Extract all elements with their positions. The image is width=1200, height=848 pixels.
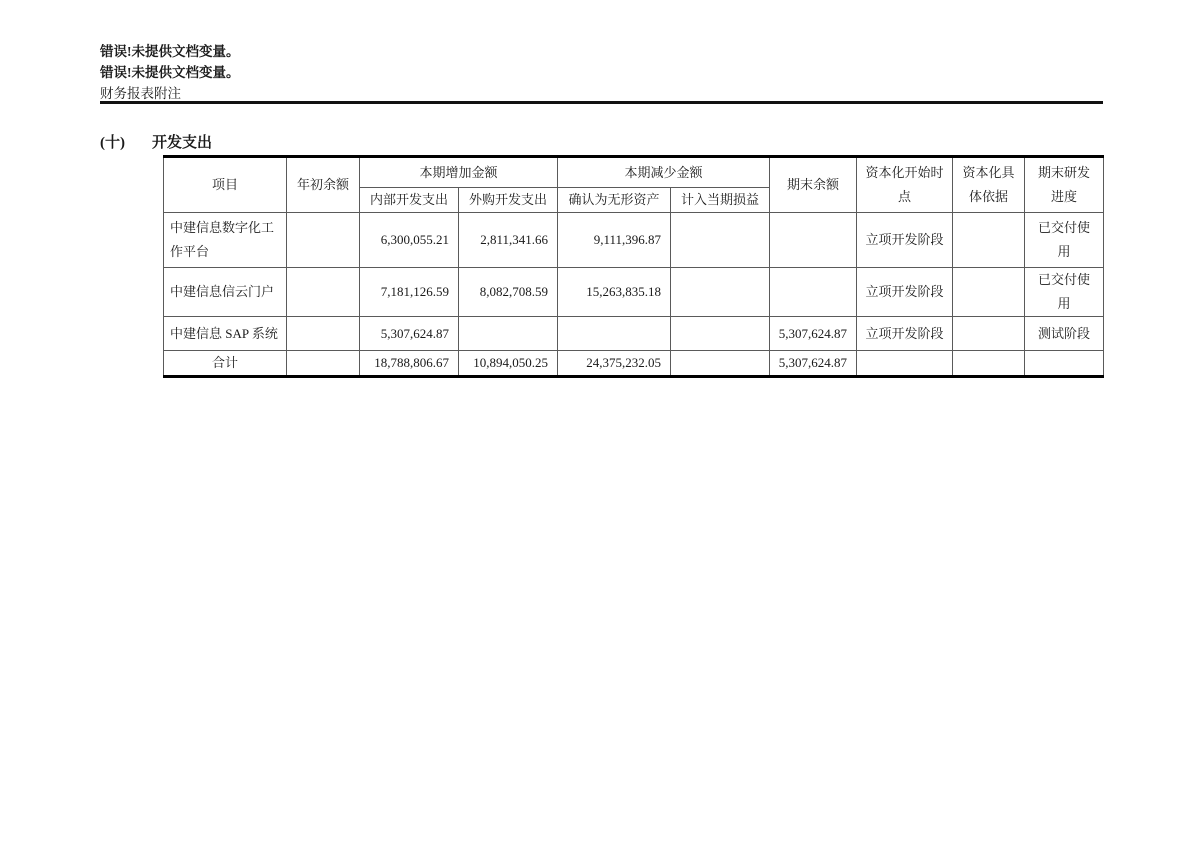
- cell-purchased-dev: 10,894,050.25: [459, 351, 558, 377]
- cell-purchased-dev: 2,811,341.66: [459, 213, 558, 268]
- cell-ending-balance: 5,307,624.87: [770, 351, 857, 377]
- col-header-cap-basis: [953, 157, 1025, 213]
- page-header: [100, 41, 240, 104]
- rd-progress-label: 已交付使用: [1038, 272, 1091, 311]
- cell-internal-dev: 5,307,624.87: [360, 317, 459, 351]
- cell-rd-progress: [1025, 351, 1104, 377]
- cell-ending-balance: [770, 213, 857, 268]
- cell-item-total: 合计: [164, 351, 287, 377]
- col-header-rd-progress-label: 期末研发进度: [1038, 165, 1091, 204]
- col-header-cap-start: [857, 157, 953, 213]
- section-number: (十): [100, 135, 125, 151]
- table-row-total: [164, 351, 1104, 377]
- cell-internal-dev: 7,181,126.59: [360, 268, 459, 317]
- doc-variable-error-line-2: 错误!未提供文档变量。: [100, 65, 240, 80]
- col-header-rd-progress: [1025, 157, 1104, 213]
- cell-to-profit-loss: [671, 268, 770, 317]
- cell-purchased-dev: [459, 317, 558, 351]
- item-label: 中建信息数字化工作平台: [170, 220, 275, 259]
- cell-cap-basis: [953, 268, 1025, 317]
- col-header-cap-start-label: 资本化开始时点: [865, 165, 944, 204]
- col-header-ending-balance: 期末余额: [770, 157, 857, 213]
- cell-to-profit-loss: [671, 317, 770, 351]
- table-row-cloud-portal: [164, 268, 1104, 317]
- cell-cap-basis: [953, 317, 1025, 351]
- development-expenditure-table: [163, 155, 1104, 378]
- cell-ending-balance: [770, 268, 857, 317]
- col-header-purchased-dev: 外购开发支出: [459, 188, 558, 213]
- cell-cap-basis: [953, 213, 1025, 268]
- cell-item: 中建信息 SAP 系统: [164, 317, 287, 351]
- cell-cap-start: 立项开发阶段: [857, 317, 953, 351]
- rd-progress-label: 已交付使用: [1038, 220, 1091, 259]
- col-header-to-intangible: 确认为无形资产: [558, 188, 671, 213]
- header-rule: [100, 101, 1103, 104]
- cell-to-intangible: 24,375,232.05: [558, 351, 671, 377]
- cell-internal-dev: 6,300,055.21: [360, 213, 459, 268]
- col-header-item: 项目: [164, 157, 287, 213]
- cell-beginning-balance: [287, 317, 360, 351]
- cell-cap-start: [857, 351, 953, 377]
- col-header-to-profit-loss: 计入当期损益: [671, 188, 770, 213]
- cell-item: [164, 213, 287, 268]
- col-header-beginning-balance: 年初余额: [287, 157, 360, 213]
- cell-internal-dev: 18,788,806.67: [360, 351, 459, 377]
- cell-ending-balance: 5,307,624.87: [770, 317, 857, 351]
- col-header-decrease-group: 本期减少金额: [558, 157, 770, 188]
- cell-item: 中建信息信云门户: [164, 268, 287, 317]
- cell-rd-progress: [1025, 268, 1104, 317]
- col-header-internal-dev: 内部开发支出: [360, 188, 459, 213]
- cell-to-profit-loss: [671, 213, 770, 268]
- cell-cap-basis: [953, 351, 1025, 377]
- cell-to-intangible: [558, 317, 671, 351]
- cell-beginning-balance: [287, 213, 360, 268]
- cell-to-profit-loss: [671, 351, 770, 377]
- cell-to-intangible: 9,111,396.87: [558, 213, 671, 268]
- cell-rd-progress: [1025, 213, 1104, 268]
- col-header-cap-basis-label: 资本化具体依据: [962, 165, 1015, 204]
- cell-to-intangible: 15,263,835.18: [558, 268, 671, 317]
- table-row-sap-system: [164, 317, 1104, 351]
- col-header-increase-group: 本期增加金额: [360, 157, 558, 188]
- table-row-digital-platform: [164, 213, 1104, 268]
- cell-beginning-balance: [287, 268, 360, 317]
- doc-variable-error-line-1: 错误!未提供文档变量。: [100, 44, 240, 59]
- cell-cap-start: 立项开发阶段: [857, 213, 953, 268]
- cell-cap-start: 立项开发阶段: [857, 268, 953, 317]
- cell-purchased-dev: 8,082,708.59: [459, 268, 558, 317]
- notes-title: 财务报表附注: [100, 86, 181, 101]
- cell-beginning-balance: [287, 351, 360, 377]
- section-title: 开发支出: [152, 135, 213, 151]
- cell-rd-progress: 测试阶段: [1025, 317, 1104, 351]
